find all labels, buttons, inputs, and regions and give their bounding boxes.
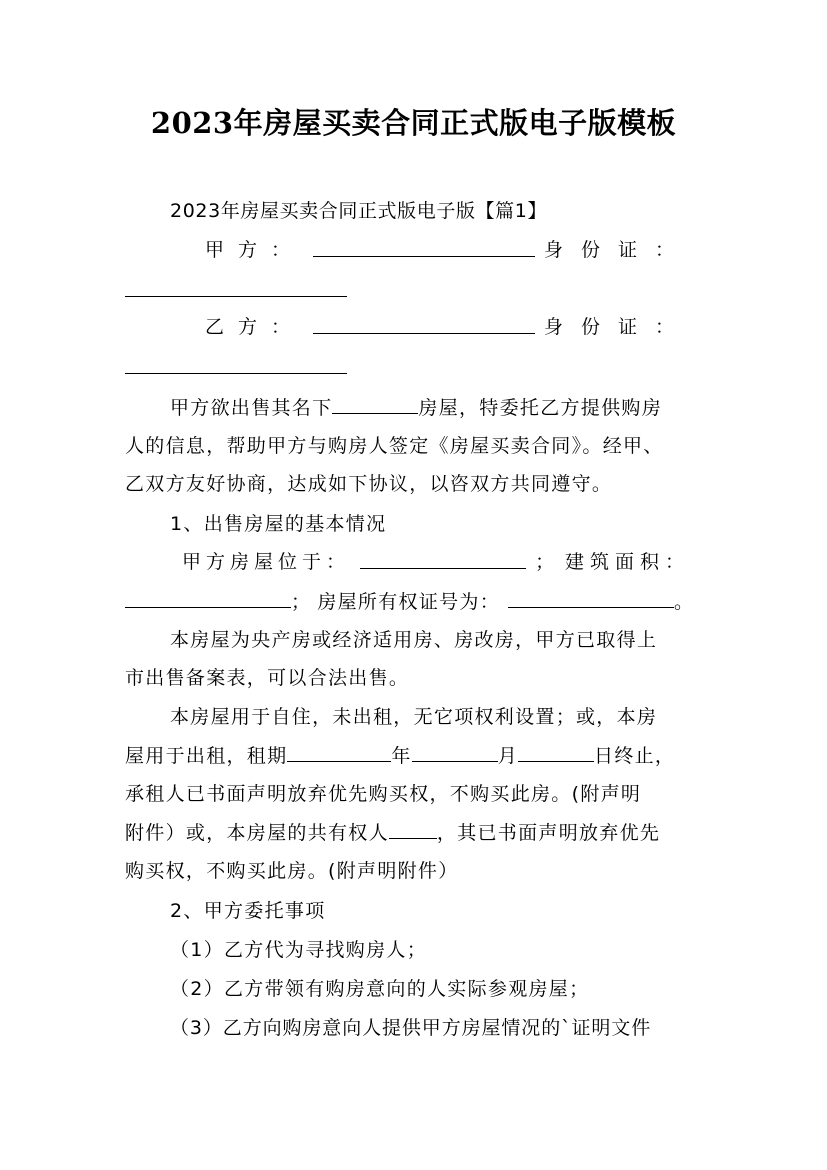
document-subtitle: 2023年房屋买卖合同正式版电子版【篇1】 xyxy=(170,200,548,222)
party-a-id-label: 身份证： xyxy=(543,239,692,261)
section-1-p3-line-2 xyxy=(125,741,725,770)
section-2-item-3: （3）乙方向购房意向人提供甲方房屋情况的`证明文件 xyxy=(170,1017,652,1039)
intro-line-1 xyxy=(170,393,730,422)
lease-month-blank xyxy=(412,741,498,762)
party-b-id-blank xyxy=(125,353,347,374)
section-2-item-1: （1）乙方代为寻找购房人； xyxy=(170,939,427,961)
intro-text: 房屋，特委托乙方提供购房 xyxy=(418,397,663,419)
intro-line-2: 人的信息，帮助甲方与购房人签定《房屋买卖合同》。经甲、 xyxy=(125,435,664,457)
location-blank xyxy=(360,548,526,569)
co-owner-text: ，其已书面声明放弃优先 xyxy=(436,822,661,844)
co-owner-text: 附件）或，本房屋的共有权人 xyxy=(125,822,389,844)
section-1-p2-line-2: 市出售备案表，可以合法出售。 xyxy=(125,667,410,689)
property-blank xyxy=(332,393,418,414)
party-b-name-blank xyxy=(313,313,535,334)
area-blank xyxy=(125,587,291,608)
cert-blank xyxy=(508,587,674,608)
party-a-label: 甲方： xyxy=(205,239,305,261)
location-label: 甲方房屋位于： xyxy=(182,551,351,573)
party-b-id-label: 身份证： xyxy=(543,316,692,338)
party-a-id-blank xyxy=(125,276,347,297)
section-2-heading: 2、甲方委托事项 xyxy=(170,900,326,922)
party-a-id-line xyxy=(125,276,715,305)
intro-text: 甲方欲出售其名下 xyxy=(170,397,333,419)
party-b-id-line xyxy=(125,353,715,382)
co-owner-blank xyxy=(389,818,437,839)
section-1-p3-line-3: 承租人已书面声明放弃优先购买权，不购买此房。(附声明 xyxy=(125,783,642,805)
period: 。 xyxy=(674,591,695,613)
section-2-item-2: （2）乙方带领有购房意向的人实际参观房屋； xyxy=(170,978,590,1000)
separator: ； xyxy=(535,551,556,573)
lease-text: 屋用于出租，租期 xyxy=(125,745,288,767)
party-a-line xyxy=(205,236,692,264)
area-cert-line xyxy=(125,587,725,616)
cert-label: 房屋所有权证号为： xyxy=(317,591,501,613)
lease-day-blank xyxy=(518,741,594,762)
area-label: 建筑面积： xyxy=(564,551,690,573)
lease-text: 日终止， xyxy=(594,745,676,767)
document-title: 2023年房屋买卖合同正式版电子版模板 xyxy=(150,106,677,140)
lease-year-blank xyxy=(287,741,391,762)
section-1-p3-line-4 xyxy=(125,818,725,847)
section-1-p3-line-1: 本房屋用于自住，未出租，无它项权利设置；或，本房 xyxy=(170,706,658,728)
section-1-heading: 1、出售房屋的基本情况 xyxy=(170,513,387,535)
section-1-p2-line-1: 本房屋为央产房或经济适用房、房改房，甲方已取得上 xyxy=(170,629,658,651)
party-b-line xyxy=(205,313,692,341)
lease-text: 年 xyxy=(391,745,412,767)
lease-text: 月 xyxy=(497,745,519,767)
party-a-name-blank xyxy=(313,236,535,257)
intro-line-3: 乙双方友好协商，达成如下协议，以咨双方共同遵守。 xyxy=(125,473,613,495)
party-b-label: 乙方： xyxy=(205,316,305,338)
location-line xyxy=(182,548,690,576)
separator: ； xyxy=(291,591,312,613)
section-1-p3-line-5: 购买权，不购买此房。(附声明附件） xyxy=(125,860,459,882)
